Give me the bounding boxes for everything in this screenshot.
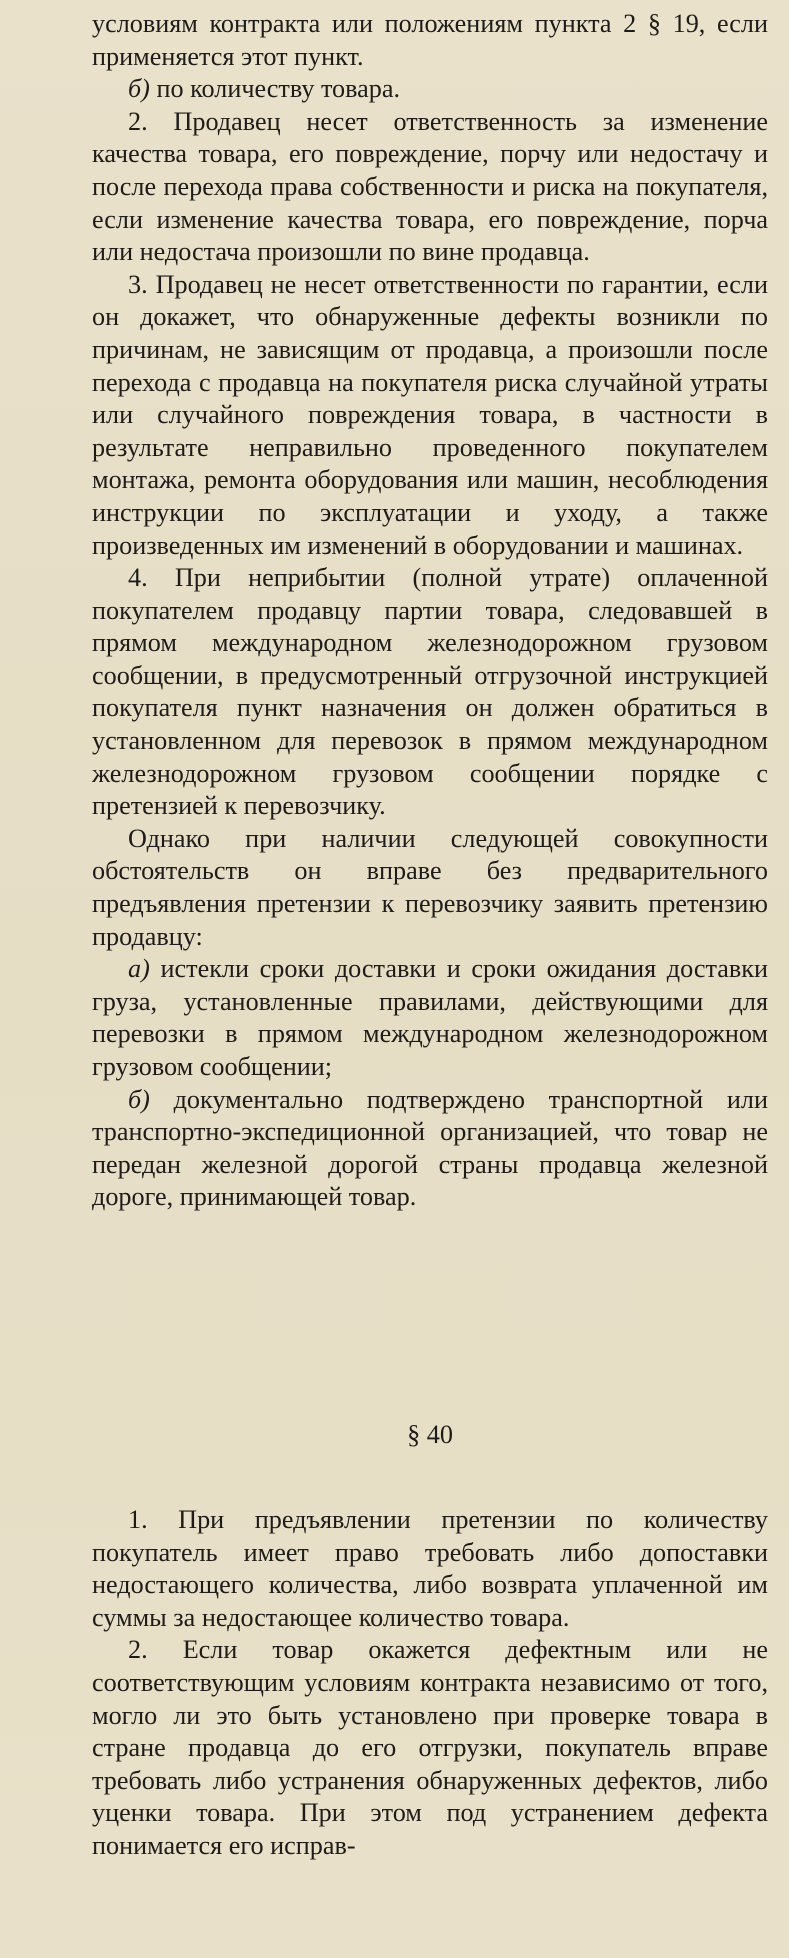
item-a-delivery-terms — [92, 953, 768, 1083]
top-text-block — [92, 8, 768, 1214]
paragraph-2: 2. Продавец несет ответственность за изменение качества товара, его повреждение, порчу или недостачу и после перехода права собственности и риска на покупателя, если изменение качества товара, его повреждение, порча или недостача произошли по вине продавца. — [92, 106, 768, 267]
paragraph-3: 3. Продавец не несет ответственности по гарантии, если он докажет, что обнаруженные дефекты возникли по причинам, не зависящим от продавца, а произошли после перехода с продавца на покупателя риска случайной утраты или случайного повреждения товара, в частности в результате неправильно проведенного покупателем монтажа, ремонта оборудования или машин, несоблюдения инструкции по эксплуатации и уходу, а также произведенных им изменений в оборудовании и машинах. — [92, 269, 768, 560]
item-letter: а) — [128, 954, 150, 984]
paragraph-40-2: 2. Если товар окажется дефектным или не соответствующим условиям контракта независимо от того, могло ли это быть установлено при проверке товара в стране продавца до его отгрузки, покупатель вправе требовать либо устранения обнаруженных дефектов, либо уценки товара. При этом под устранением дефекта понимается его исправ- — [92, 1635, 768, 1860]
item-letter: б) — [128, 74, 150, 104]
item-text: по количеству товара. — [149, 74, 401, 104]
item-letter: б) — [128, 1084, 150, 1114]
item-b-documented — [92, 1084, 768, 1214]
item-text: документально подтверждено транспортной или транспортно-экспедиционной организацией, что товар не передан железной дорогой страны продавца железной дороге, принимающей товар. — [92, 1084, 768, 1212]
item-b-quantity — [92, 73, 768, 106]
paragraph-however: Однако при наличии следующей совокупности обстоятельств он вправе без предварительного предъявления претензии к перевозчику заявить претензию продавцу: — [92, 823, 768, 951]
bottom-text-block — [92, 1504, 768, 1863]
item-text: истекли сроки доставки и сроки ожидания доставки груза, установленные правилами, действующими для перевозки в прямом международном железнодорожном грузовом сообщении; — [92, 954, 768, 1081]
paragraph-40-1: 1. При предъявлении претензии по количеству покупатель имеет право требовать либо допоставки недостающего количества, либо возврата уплаченной им суммы за недостающее количество товара. — [92, 1505, 768, 1632]
paragraph-4: 4. При неприбытии (полной утрате) оплаченной покупателем продавцу партии товара, следовавшей в прямом международном железнодорожном грузовом сообщении, в предусмотренный отгрузочной инструкцией покупателя пункт назначения он должен обратиться в установленном для перевозок в прямом международном железнодорожном грузовом сообщении порядке с претензией к перевозчику. — [92, 563, 768, 821]
section-heading: § 40 — [407, 1420, 453, 1449]
paragraph-continuation: условиям контракта или положениям пункта 2 § 19, если применяется этот пункт. — [92, 9, 768, 71]
